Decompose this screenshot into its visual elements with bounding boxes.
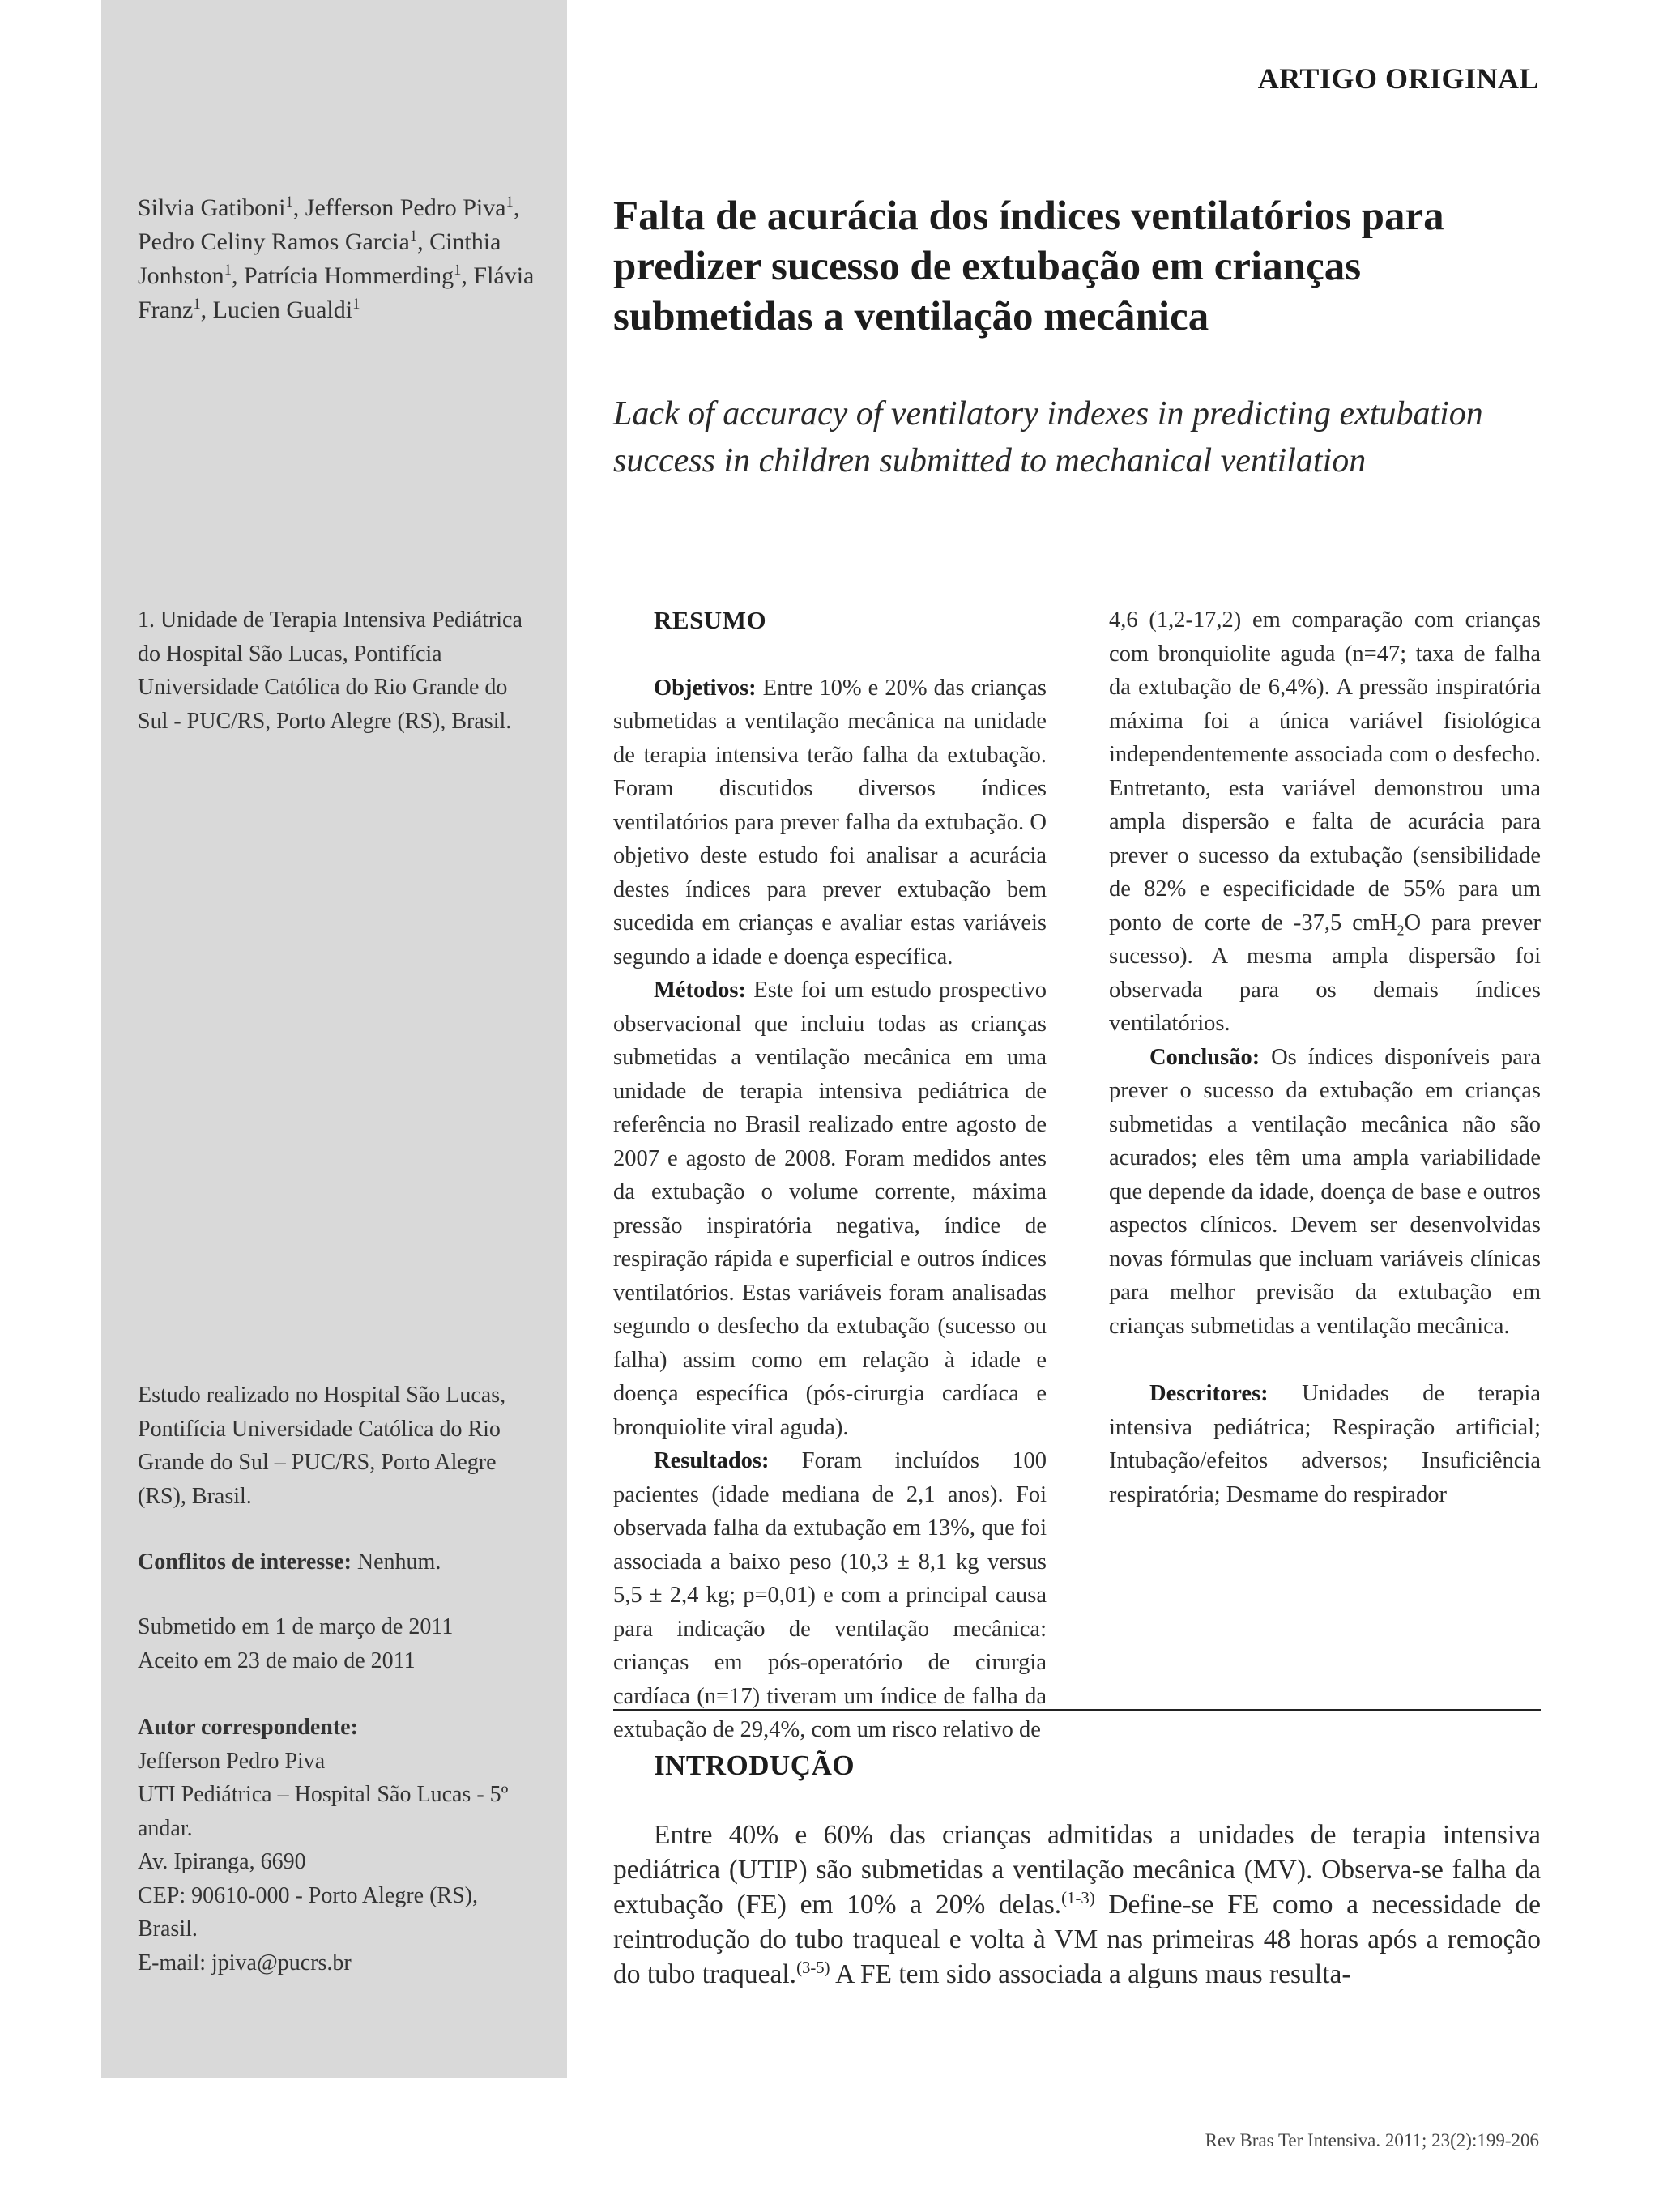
- intro-text: Define-se FE como a necessidade de reintrodução do tubo traqueal e volta à VM nas primeiras 48 horas após a remoção do tubo traqueal.: [613, 1890, 1541, 1989]
- results-text-end: O: [1404, 910, 1422, 936]
- corresponding-author-postal: CEP: 90610-000 - Porto Alegre (RS), Brasil.: [138, 1882, 478, 1941]
- results-label: Resultados:: [654, 1448, 770, 1473]
- author-affiliation-mark: 1: [409, 228, 418, 245]
- introduction-paragraph: [613, 1818, 1541, 1992]
- author-affiliation-mark: 1: [454, 262, 462, 279]
- corresponding-author-street: Av. Ipiranga, 6690: [138, 1849, 306, 1874]
- abstract-heading: RESUMO: [654, 606, 767, 634]
- abstract-results-start: [613, 1444, 1047, 1747]
- affiliation-note: 1. Unidade de Terapia Intensiva Pediátrica do Hospital São Lucas, Pontifícia Universidade Católica do Rio Grande do Sul - PUC/RS, Porto Alegre (RS), Brasil.: [138, 607, 522, 734]
- results-text-continued: 4,6 (1,2-17,2) em comparação com crianças com bronquiolite aguda (n=47; taxa de falha da extubação de 6,4%). A pressão inspiratória máxima foi a única variável fisiológica independentemente associada com o desfecho. Entretanto, esta variável demonstrou uma ampla dispersão e falta de acurácia para prever o sucesso da extubação (sensibilidade de 82% e especificidade de 55% para um ponto de corte de -37,5 cmH: [1109, 607, 1541, 936]
- conclusion-label: Conclusão:: [1149, 1044, 1260, 1070]
- section-divider: [613, 1709, 1541, 1711]
- study-place-note: Estudo realizado no Hospital São Lucas, Pontifícia Universidade Católica do Rio Grande do Sul – PUC/RS, Porto Alegre (RS), Brasil.: [138, 1383, 506, 1509]
- article-title-portuguese: Falta de acurácia dos índices ventilatórios para predizer sucesso de extubação em crianças submetidas a ventilação mecânica: [613, 194, 1444, 339]
- author-name: Silvia Gatiboni: [138, 194, 286, 221]
- corresponding-author-name: Jefferson Pedro Piva: [138, 1748, 326, 1774]
- objectives-label: Objetivos:: [654, 675, 757, 701]
- author-name: Cinthia Jonhston: [138, 228, 501, 289]
- abstract-objectives: [613, 671, 1047, 974]
- intro-text: Entre 40% e 60% das crianças admitidas a unidades de terapia intensiva pediátrica (UTIP) são submetidas a ventilação mecânica (MV). Observa-se falha da extubação (FE) em 10% a 20% delas.: [613, 1820, 1541, 1920]
- author-name: Jefferson Pedro Piva: [305, 194, 506, 221]
- abstract-descriptors: [1109, 1377, 1541, 1511]
- author-affiliation-mark: 1: [193, 296, 201, 313]
- corresponding-author-label: Autor correspondente:: [138, 1715, 358, 1740]
- corresponding-author: [138, 1711, 543, 1980]
- author-name: Lucien Gualdi: [212, 296, 353, 323]
- abstract-results-continued: [1109, 603, 1541, 1041]
- author-affiliation-mark: 1: [352, 296, 360, 313]
- methods-text: Este foi um estudo prospectivo observacional que incluiu todas as crianças submetidas a ventilação mecânica em uma unidade de terapia intensiva pediátrica de referência no Brasil realizado entre agosto de 2007 e agosto de 2008. Foram medidos antes da extubação o volume corrente, máxima pressão inspiratória negativa, índice de respiração rápida e superficial e outros índices ventilatórios. Estas variáveis foram analisadas segundo o desfecho da extubação (sucesso ou falha) assim como em relação à idade e doença específica (pós-cirurgia cardíaca e bronquiolite viral aguda).: [613, 978, 1047, 1440]
- conclusion-text: Os índices disponíveis para prever o sucesso da extubação em crianças submetidas a ventilação mecânica não são acurados; eles têm uma ampla variabilidade que depende da idade, doença de base e outros aspectos clínicos. Devem ser desenvolvidas novas fórmulas que incluam variáveis clínicas para melhor previsão da extubação em crianças submetidas a ventilação mecânica.: [1109, 1044, 1541, 1339]
- author-name: Patrícia Hommerding: [243, 262, 454, 289]
- intro-text: A FE tem sido associada a alguns maus resulta-: [830, 1959, 1351, 1989]
- objectives-text: Entre 10% e 20% das crianças submetidas a ventilação mecânica na unidade de terapia intensiva terão falha da extubação. Foram discutidos diversos índices ventilatórios para prever falha da extubação. O objetivo deste estudo foi analisar a acurácia destes índices para prever extubação bem sucedida em crianças e avaliar estas variáveis segundo a idade e doença específica.: [613, 675, 1047, 970]
- article-title-english: Lack of accuracy of ventilatory indexes in predicting extubation success in children submitted to mechanical ventilation: [613, 395, 1483, 479]
- abstract-conclusion: [1109, 1041, 1541, 1344]
- submission-dates: [138, 1610, 543, 1677]
- conflicts-of-interest: [138, 1545, 543, 1579]
- corresponding-author-unit: UTI Pediátrica – Hospital São Lucas - 5º andar.: [138, 1782, 509, 1841]
- abstract-column-right: [1109, 603, 1541, 1511]
- author-list: Silvia Gatiboni$^1$, Jefferson Pedro Piva$^1$, Pedro Celiny Ramos Garcia$^1$, Cinthia Jonhston$^1$, Patrícia Hommerding$^1$, Flávia Franz$^1$, Lucien Gualdi$^1$: [138, 194, 535, 323]
- descriptors-text: Unidades de terapia intensiva pediátrica; Respiração artificial; Intubação/efeitos adversos; Insuficiência respiratória; Desmame do respirador: [1109, 1381, 1541, 1507]
- author-name: Pedro Celiny Ramos Garcia: [138, 228, 410, 255]
- author-affiliation-mark: 1: [505, 194, 514, 211]
- citation-ref[interactable]: (3-5): [796, 1958, 830, 1977]
- results-text-continued: para prever sucesso). A mesma ampla dispersão foi observada para os demais índices ventilatórios.: [1109, 910, 1541, 1036]
- author-affiliation-mark: 1: [285, 194, 293, 211]
- introduction-heading: INTRODUÇÃO: [654, 1750, 855, 1781]
- abstract-column-left: [613, 603, 1047, 1747]
- submitted-date: Submetido em 1 de março de 2011: [138, 1614, 454, 1639]
- citation-ref[interactable]: (1-3): [1061, 1888, 1095, 1907]
- abstract-methods: [613, 974, 1047, 1444]
- descriptors-label: Descritores:: [1149, 1381, 1269, 1406]
- journal-citation-footer: Rev Bras Ter Intensiva. 2011; 23(2):199-206: [1205, 2130, 1539, 2150]
- author-affiliation-mark: 1: [224, 262, 232, 279]
- accepted-date: Aceito em 23 de maio de 2011: [138, 1647, 416, 1673]
- methods-label: Métodos:: [654, 978, 746, 1003]
- conflicts-value: Nenhum.: [351, 1549, 441, 1575]
- results-text: Foram incluídos 100 pacientes (idade mediana de 2,1 anos). Foi observada falha da extubação em 13%, que foi associada a baixo peso (10,3 ± 8,1 kg versus 5,5 ± 2,4 kg; p=0,01) e com a principal causa para indicação de ventilação mecânica: crianças em pós-operatório de cirurgia cardíaca (n=17) tiveram um índice de falha da extubação de 29,4%, com um risco relativo de: [613, 1448, 1047, 1742]
- section-label: ARTIGO ORIGINAL: [1257, 62, 1539, 95]
- results-subscript: 2: [1397, 922, 1405, 939]
- author-name: Flávia Franz: [138, 262, 535, 323]
- corresponding-author-email[interactable]: E-mail: jpiva@pucrs.br: [138, 1950, 352, 1975]
- conflicts-label: Conflitos de interesse:: [138, 1549, 352, 1575]
